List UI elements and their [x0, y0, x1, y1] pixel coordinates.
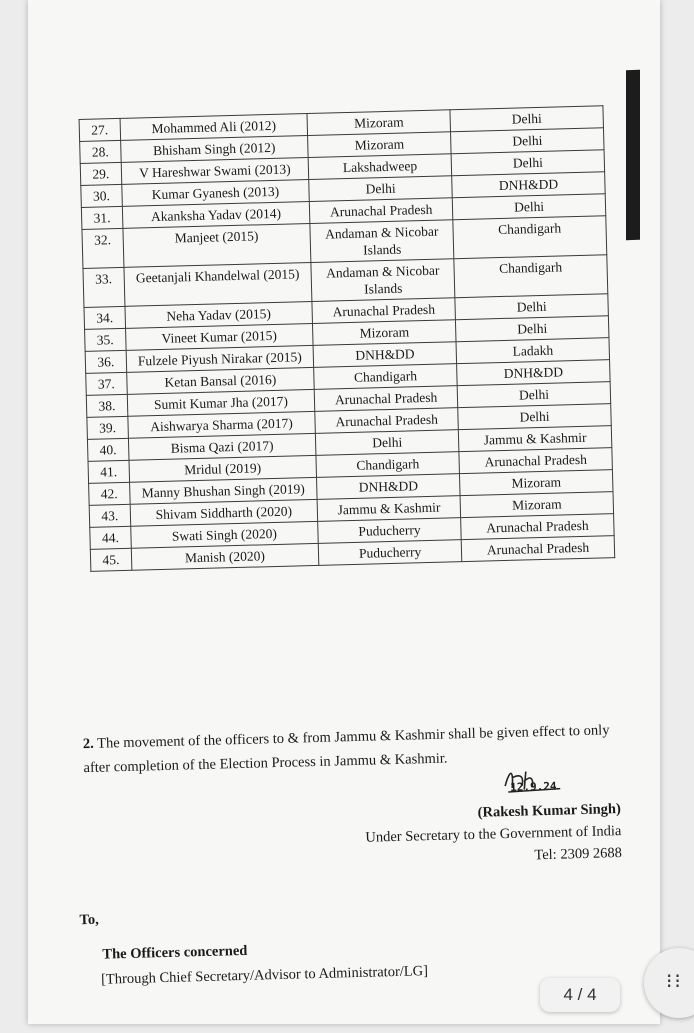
to-state-cell: Ladakh [456, 338, 609, 364]
from-state-cell: DNH&DD [313, 342, 457, 368]
from-state-cell: Jammu & Kashmir [317, 496, 461, 522]
through-line: [Through Chief Secretary/Advisor to Administrator/LG] [100, 963, 429, 988]
from-state-cell: Arunachal Pradesh [314, 386, 458, 412]
signature-block [311, 798, 623, 872]
table-body [79, 106, 615, 572]
to-state-cell: Delhi [450, 106, 603, 132]
officer-name-cell: Geetanjali Khandelwal (2015) [124, 262, 312, 306]
paragraph-text: The movement of the officers to & from Jammu & Kashmir shall be given effect to only after completion of the Election Process in Jammu & Kashmir. [83, 722, 610, 777]
signatory-tel: Tel: 2309 2688 [534, 845, 623, 864]
from-state-cell: DNH&DD [317, 474, 461, 500]
from-state-cell: Andaman & Nicobar Islands [310, 220, 454, 263]
officer-name-cell: Ketan Bansal (2016) [126, 367, 314, 394]
serial-number-cell: 37. [86, 372, 127, 395]
officer-name-cell: Swati Singh (2020) [130, 521, 318, 548]
officer-name-cell: Manny Bhushan Singh (2019) [129, 477, 317, 504]
serial-number-cell: 32. [82, 228, 124, 268]
to-state-cell: Chandigarh [454, 255, 608, 298]
officer-name-cell: Shivam Siddharth (2020) [130, 499, 318, 526]
from-state-cell: Mizoram [313, 320, 457, 346]
officer-name-cell: Sumit Kumar Jha (2017) [127, 389, 315, 416]
from-state-cell: Arunachal Pradesh [309, 198, 453, 224]
to-state-cell: DNH&DD [457, 360, 610, 386]
serial-number-cell: 41. [88, 460, 129, 483]
from-state-cell: Chandigarh [316, 452, 460, 478]
to-state-cell: Delhi [458, 404, 611, 430]
from-state-cell: Delhi [315, 430, 459, 456]
officer-name-cell: Akanksha Yadav (2014) [122, 201, 310, 228]
officer-name-cell: Manjeet (2015) [123, 223, 311, 267]
serial-number-cell: 44. [90, 526, 131, 549]
serial-number-cell: 31. [81, 206, 122, 229]
to-state-cell: Chandigarh [453, 216, 607, 259]
from-state-cell: Arunachal Pradesh [312, 298, 456, 324]
to-state-cell: Delhi [451, 150, 604, 176]
to-state-cell: Jammu & Kashmir [458, 426, 611, 452]
from-state-cell: Mizoram [307, 110, 451, 136]
to-state-cell: Mizoram [460, 492, 613, 518]
officer-name-cell: Vineet Kumar (2015) [125, 323, 313, 350]
to-state-cell: Delhi [456, 316, 609, 342]
serial-number-cell: 34. [84, 306, 125, 329]
to-state-cell: Delhi [455, 294, 608, 320]
from-state-cell: Lakshadweep [308, 154, 452, 180]
signatory-name: (Rakesh Kumar Singh) [477, 801, 622, 821]
serial-number-cell: 39. [87, 416, 128, 439]
to-state-cell: Mizoram [460, 470, 613, 496]
from-state-cell: Andaman & Nicobar Islands [311, 259, 455, 302]
from-state-cell: Mizoram [308, 132, 452, 158]
serial-number-cell: 29. [80, 162, 121, 185]
from-state-cell: Puducherry [318, 540, 462, 566]
from-state-cell: Delhi [309, 176, 453, 202]
officer-name-cell: Neha Yadav (2015) [125, 301, 313, 328]
paragraph-number: 2. [82, 735, 94, 753]
to-state-cell: Delhi [457, 382, 610, 408]
officer-name-cell: Aishwarya Sharma (2017) [128, 411, 316, 438]
to-state-cell: Arunachal Pradesh [461, 536, 614, 562]
serial-number-cell: 38. [86, 394, 127, 417]
serial-number-cell: 45. [90, 548, 131, 571]
to-state-cell: Arunachal Pradesh [459, 448, 612, 474]
serial-number-cell: 43. [89, 504, 130, 527]
from-state-cell: Chandigarh [314, 364, 458, 390]
from-state-cell: Puducherry [318, 518, 462, 544]
serial-number-cell: 27. [79, 118, 120, 141]
officer-name-cell: Fulzele Piyush Nirakar (2015) [126, 345, 314, 372]
officer-name-cell: Mridul (2019) [129, 455, 317, 482]
to-state-cell: DNH&DD [452, 172, 605, 198]
officers-transfer-table [79, 105, 616, 572]
to-state-cell: Delhi [451, 128, 604, 154]
officer-name-cell: Kumar Gyanesh (2013) [122, 180, 310, 207]
from-state-cell: Arunachal Pradesh [315, 408, 459, 434]
officer-name-cell: Bhisham Singh (2012) [120, 136, 308, 163]
serial-number-cell: 35. [85, 328, 126, 351]
to-label: To, [79, 911, 99, 929]
grid-dots-icon: ⁝⁝ [666, 969, 683, 993]
addressee: The Officers concerned [102, 942, 248, 963]
page-indicator: 4 / 4 [540, 978, 620, 1012]
officer-name-cell: Mohammed Ali (2012) [120, 114, 308, 141]
to-state-cell: Arunachal Pradesh [461, 514, 614, 540]
signatory-designation: Under Secretary to the Government of India [365, 823, 622, 846]
serial-number-cell: 40. [87, 438, 128, 461]
officer-name-cell: Manish (2020) [131, 543, 319, 570]
to-state-cell: Delhi [452, 194, 605, 220]
officer-name-cell: V Hareshwar Swami (2013) [121, 158, 309, 185]
serial-number-cell: 33. [83, 267, 125, 307]
serial-number-cell: 30. [81, 184, 122, 207]
officer-name-cell: Bisma Qazi (2017) [128, 433, 316, 460]
serial-number-cell: 42. [89, 482, 130, 505]
signature-date: 12.9.24 [510, 779, 557, 794]
serial-number-cell: 28. [80, 140, 121, 163]
serial-number-cell: 36. [85, 350, 126, 373]
